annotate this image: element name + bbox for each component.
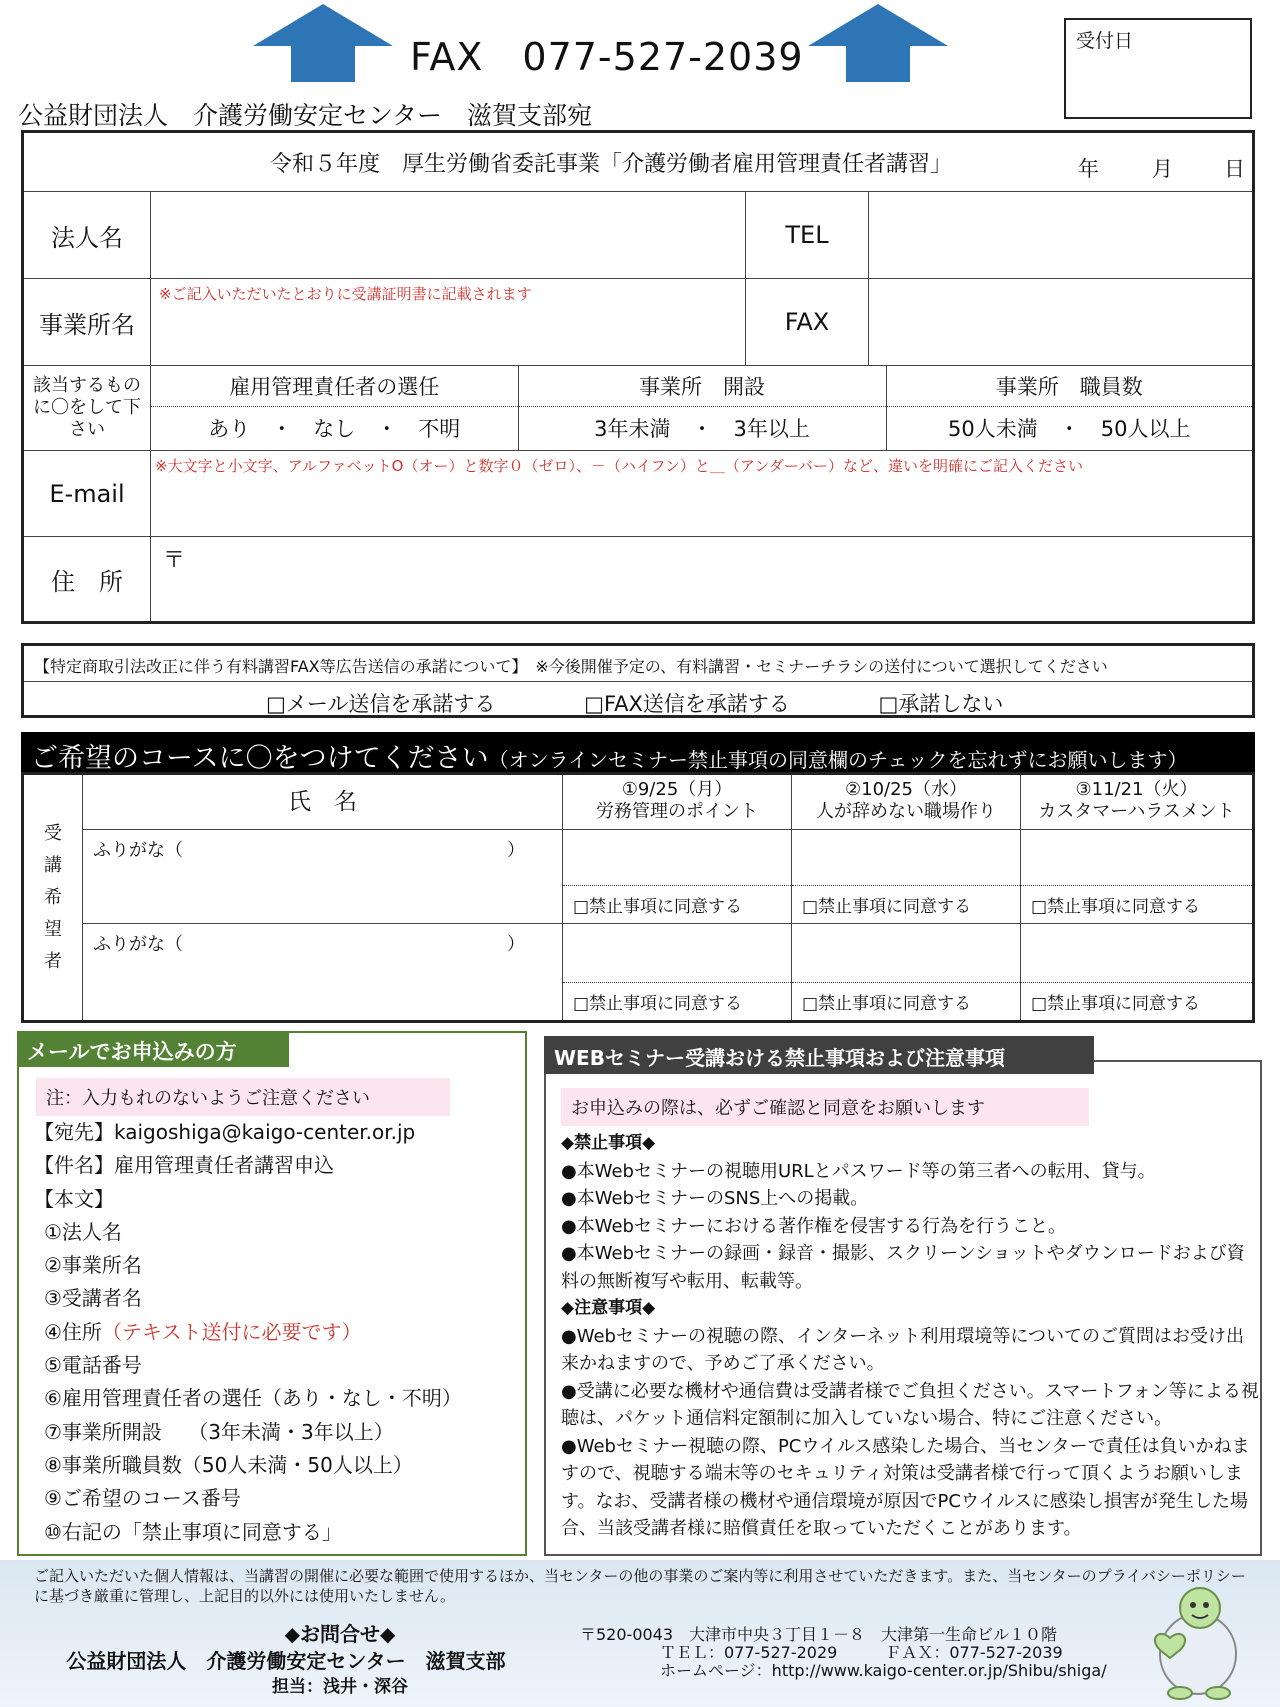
tel-field[interactable] [869, 192, 1254, 279]
name-header: 氏 名 [83, 774, 563, 830]
received-date-box [1064, 18, 1252, 119]
received-date-label: 受付日 [1076, 30, 1134, 52]
course-select-cell[interactable] [792, 830, 1021, 924]
course-date: ③11/21（火） [1075, 779, 1198, 800]
consent-none-checkbox[interactable]: □承諾しない [878, 692, 1004, 716]
course-heading-main: ご希望のコースに〇をつけてください [31, 743, 489, 774]
tel-label: TEL [746, 192, 869, 279]
applicant-name-field[interactable] [83, 830, 563, 924]
agree-checkbox[interactable]: □禁止事項に同意する [792, 885, 1020, 923]
course-date: ②10/25（水） [844, 779, 967, 800]
mail-item: ⑧事業所職員数（50人未満・50人以上） [44, 1452, 413, 1477]
choice-options[interactable]: 3年未満 ・ 3年以上 [518, 406, 886, 450]
furigana-label: ふりがな（ ） [93, 934, 525, 955]
caution-item: ●Webセミナーの視聴の際、インターネット利用環境等についてのご質問はお受け出来かねますので、予めご了承ください。 [561, 1325, 1244, 1374]
address-label: 住 所 [23, 537, 151, 623]
agree-checkbox[interactable]: □禁止事項に同意する [1021, 982, 1252, 1020]
course-col-1 [563, 774, 792, 830]
prohibited-item: ●本Webセミナーにおける著作権を侵害する行為を行うこと。 [561, 1215, 1066, 1237]
office-name-label: 事業所名 [23, 279, 151, 366]
course-col-2 [792, 774, 1021, 830]
course-date: ①9/25（月） [621, 779, 733, 800]
homepage-link[interactable]: ホームページ：http://www.kaigo-center.or.jp/Shibu/shiga/ [660, 1661, 1107, 1680]
course-select-cell[interactable] [792, 924, 1021, 1022]
mail-item: ⑤電話番号 [44, 1353, 142, 1378]
mail-item: ②事業所名 [44, 1253, 142, 1278]
consent-email-checkbox[interactable]: □メール送信を承諾する [266, 692, 496, 716]
corp-name-field[interactable] [151, 192, 746, 279]
org-name: 公益財団法人 介護労働安定センター 滋賀支部 [66, 1649, 506, 1673]
course-select-cell[interactable] [563, 830, 792, 924]
caution-heading: ◆注意事項◆ [561, 1298, 656, 1318]
applicable-label: 該当するものに〇をして下さい [23, 366, 151, 451]
email-field[interactable] [151, 451, 1254, 537]
course-title: 人が辞めない職場作り [816, 801, 996, 822]
mail-apply-note: 注：入力もれのないようご注意ください [36, 1078, 450, 1116]
mail-item: ③受講者名 [44, 1286, 142, 1311]
course-select-cell[interactable] [1021, 924, 1254, 1022]
postal-mark: 〒 [163, 548, 186, 573]
contact-address [580, 1626, 1107, 1680]
office-note: ※ご記入いただいたとおりに受講証明書に記載されます [159, 285, 532, 303]
date-day: 日 [1224, 157, 1245, 181]
agree-checkbox[interactable]: □禁止事項に同意する [792, 982, 1020, 1020]
mail-item-address: ④住所（テキスト送付に必要です） [44, 1319, 362, 1344]
applicant-name-field[interactable] [83, 924, 563, 1022]
caution-item: ●受講に必要な機材や通信費は受講者様でご負担ください。スマートフォン等による視聴は、パケット通信料定額制に加入していない場合、特にご注意ください。 [561, 1380, 1259, 1429]
email-label: E-mail [23, 451, 151, 537]
mail-item: ⑩右記の「禁止事項に同意する」 [44, 1519, 342, 1544]
mail-item: ⑦事業所開設 （3年未満・3年以上） [44, 1419, 394, 1444]
course-heading [21, 732, 1255, 772]
privacy-notice: ご記入いただいた個人情報は、当講習の開催に必要な範囲で使用するほか、当センターの他の事業のご案内等に利用させていただきます。また、当センターのプライバシーポリシーに基づき厳重に管理し、上記目的以外には使用いたしません。 [34, 1567, 1246, 1605]
consent-fax-checkbox[interactable]: □FAX送信を承諾する [584, 692, 790, 716]
applicant-side-label [23, 774, 83, 1022]
email-note: ※大文字と小文字、アルファベットO（オー）と数字０（ゼロ）、－（ハイフン）と＿（アンダーバー）など、違いを明確にご記入ください [155, 457, 1083, 475]
choice-options[interactable]: 50人未満 ・ 50人以上 [886, 406, 1252, 450]
mail-item: ①法人名 [44, 1219, 122, 1244]
date-month: 月 [1152, 157, 1173, 181]
turtle-mascot-icon [1140, 1578, 1250, 1703]
ad-consent-box [21, 643, 1255, 718]
address-field[interactable] [151, 537, 1254, 623]
fax-number-title: FAX 077-527-2039 [410, 35, 804, 79]
applicant-side-text: 受講希望者 [44, 822, 62, 972]
prohibited-item: ●本Webセミナーの録画・録音・撮影、スクリーンショットやダウンロードおよび資料の無断複写や転用、転載等。 [561, 1243, 1245, 1292]
mail-item: ⑥雇用管理責任者の選任（あり・なし・不明） [44, 1386, 462, 1411]
course-table [21, 772, 1255, 1023]
web-rules-note: お申込みの際は、必ずご確認と同意をお願いします [561, 1088, 1089, 1126]
tel-fax-line: ＴＥＬ：077-527-2029 ＦＡＸ：077-527-2039 [660, 1643, 1063, 1662]
fax-label: FAX [746, 279, 869, 366]
course-select-cell[interactable] [563, 924, 792, 1022]
contact-person: 担当：浅井・深谷 [272, 1677, 408, 1697]
destination: 公益財団法人 介護労働安定センター 滋賀支部宛 [18, 101, 593, 130]
form-title-cell [23, 132, 1254, 192]
mail-body-label: 【本文】 [34, 1186, 114, 1211]
choice-title: 事業所 開設 [518, 366, 886, 406]
prohibited-item: ●本Webセミナーの視聴用URLとパスワード等の第三者への転用、貸与。 [561, 1160, 1156, 1182]
choice-options[interactable]: あり ・ なし ・ 不明 [151, 406, 518, 450]
corp-name-label: 法人名 [23, 192, 151, 279]
mail-apply-text [34, 1116, 462, 1549]
course-title: カスタマーハラスメント [1038, 801, 1235, 822]
caution-item: ●Webセミナー視聴の際、PCウイルス感染した場合、当センターで責任は負いかねますので、視聴する端末等のセキュリティ対策は受講者様で行って頂くようお願いします。なお、受講者様の機材や通信環境が原因でPCウイルスに感染し損害が発生した場合、当該受講者様に賠償責任を取っていただくことがあります。 [561, 1435, 1250, 1539]
choice-cells [151, 366, 1254, 451]
course-title: 労務管理のポイント [596, 801, 758, 822]
date-year: 年 [1078, 157, 1099, 181]
mail-apply-tab: メールでお申込みの方 [17, 1031, 289, 1067]
office-name-field[interactable] [151, 279, 746, 366]
fax-field[interactable] [869, 279, 1254, 366]
mail-subject: 【件名】雇用管理責任者講習申込 [34, 1153, 334, 1178]
agree-checkbox[interactable]: □禁止事項に同意する [1021, 885, 1252, 923]
furigana-label: ふりがな（ ） [93, 840, 525, 861]
address-line: 〒520-0043 大津市中央３丁目１－８ 大津第一生命ビル１０階 [580, 1625, 1058, 1644]
course-heading-sub: （オンラインセミナー禁止事項の同意欄のチェックを忘れずにお願いします） [488, 748, 1188, 772]
course-select-cell[interactable] [1021, 830, 1254, 924]
mail-item-address-note: （テキスト送付に必要です） [101, 1319, 362, 1344]
web-rules-tab: WEBセミナー受講おける禁止事項および注意事項 [544, 1036, 1094, 1074]
form-title: 令和５年度 厚生労働省委託事業「介護労働者雇用管理責任者講習」 [270, 152, 953, 177]
prohibited-item: ●本WebセミナーのSNS上への掲載。 [561, 1188, 869, 1209]
mail-item: ⑨ご希望のコース番号 [44, 1486, 241, 1511]
course-col-3 [1021, 774, 1254, 830]
consent-heading: 【特定商取引法改正に伴う有料講習FAX等広告送信の承諾について】 ※今後開催予定の、有料講習・セミナーチラシの送付について選択してください [24, 646, 1252, 682]
choice-title: 事業所 職員数 [886, 366, 1252, 406]
agree-checkbox[interactable]: □禁止事項に同意する [563, 885, 791, 923]
choice-title: 雇用管理責任者の選任 [151, 366, 518, 406]
web-rules-text [561, 1130, 1261, 1543]
prohibited-heading: ◆禁止事項◆ [561, 1133, 656, 1153]
mail-to[interactable]: 【宛先】kaigoshiga@kaigo-center.or.jp [34, 1120, 416, 1144]
registration-form [21, 130, 1255, 624]
agree-checkbox[interactable]: □禁止事項に同意する [563, 982, 791, 1020]
inquiry-label: ◆お問合せ◆ [284, 1622, 396, 1646]
